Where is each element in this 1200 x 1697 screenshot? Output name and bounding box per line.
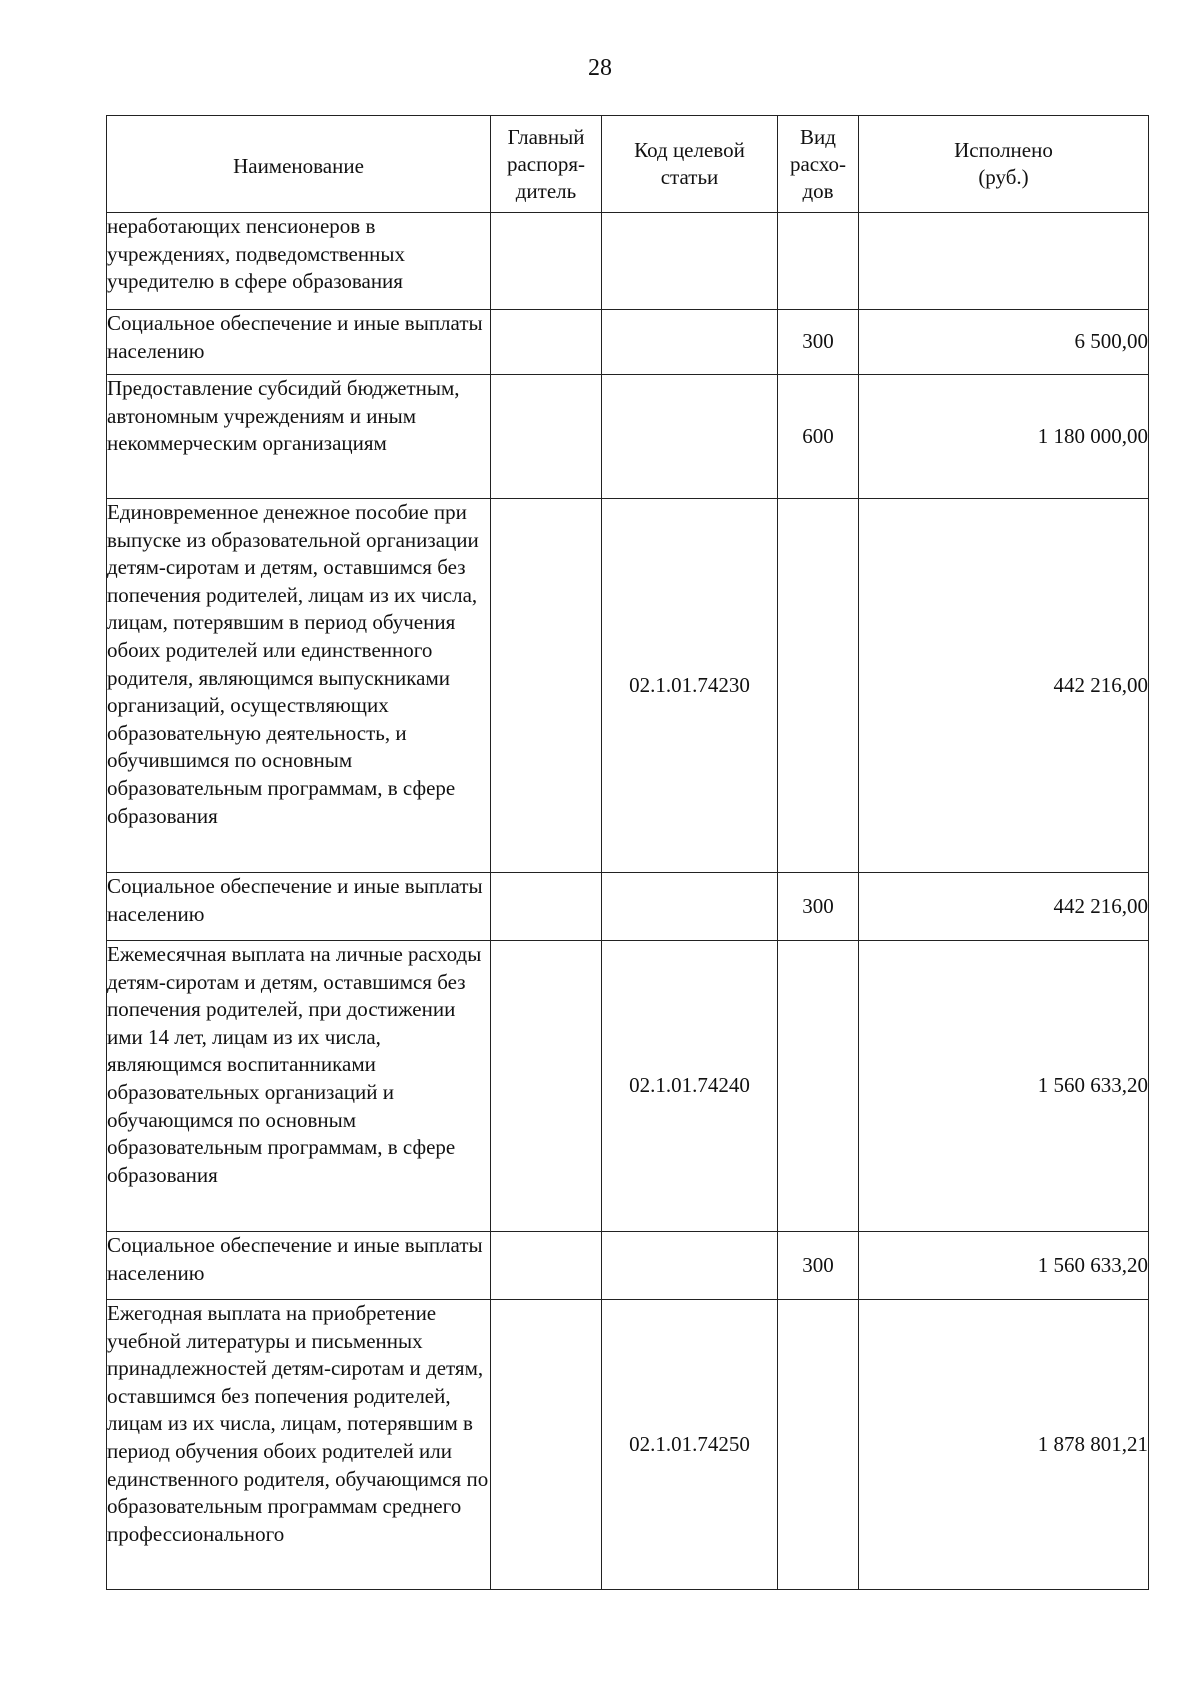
row-code: 02.1.01.74250 [602, 1300, 778, 1590]
row-code [602, 213, 778, 310]
row-grbs [491, 873, 602, 941]
row-name: Единовременное денежное пособие при выпуске из образовательной организации детям-сиротам и детям, оставшимся без попечения родителей, лицам из их числа, лицам, потерявшим в период обучения обоих родителей или единственного родителя, являющимся выпускниками организаций, осуществляющих образовательную деятельность, и обучившимся по основным образовательным программам, в сфере образования [107, 499, 491, 873]
row-code [602, 873, 778, 941]
row-code: 02.1.01.74230 [602, 499, 778, 873]
table-row [107, 1300, 1149, 1590]
row-vid: 300 [778, 310, 859, 375]
row-name: Предоставление субсидий бюджетным, автономным учреждениям и иным некоммерческим организациям [107, 375, 491, 499]
row-grbs [491, 941, 602, 1232]
budget-table [106, 115, 1149, 1590]
row-vid [778, 941, 859, 1232]
row-grbs [491, 213, 602, 310]
table-row [107, 941, 1149, 1232]
row-grbs [491, 375, 602, 499]
row-grbs [491, 499, 602, 873]
row-amount: 6 500,00 [859, 310, 1149, 375]
row-grbs [491, 310, 602, 375]
row-name: Социальное обеспечение и иные выплаты населению [107, 873, 491, 941]
row-vid: 300 [778, 873, 859, 941]
row-amount: 1 560 633,20 [859, 1232, 1149, 1300]
table-row [107, 213, 1149, 310]
table-row [107, 499, 1149, 873]
table-row [107, 375, 1149, 499]
row-name: Ежегодная выплата на приобретение учебной литературы и письменных принадлежностей детям-сиротам и детям, оставшимся без попечения родителей, лицам из их числа, лицам, потерявшим в период обучения обоих родителей или единственного родителя, обучающимся по образовательным программам среднего профессионального [107, 1300, 491, 1590]
row-grbs [491, 1232, 602, 1300]
row-amount: 442 216,00 [859, 499, 1149, 873]
row-code [602, 310, 778, 375]
row-name: Ежемесячная выплата на личные расходы детям-сиротам и детям, оставшимся без попечения родителей, при достижении ими 14 лет, лицам из их числа, являющимся воспитанниками образовательных организаций и обучающимся по основным образовательным программам, в сфере образования [107, 941, 491, 1232]
row-vid [778, 1300, 859, 1590]
row-name: Социальное обеспечение и иные выплаты населению [107, 1232, 491, 1300]
row-vid: 600 [778, 375, 859, 499]
table-row [107, 310, 1149, 375]
header-grbs: Главный распоря-дитель [491, 116, 602, 213]
page-number: 28 [588, 55, 612, 81]
row-name: неработающих пенсионеров в учреждениях, подведомственных учредителю в сфере образования [107, 213, 491, 310]
row-amount: 1 180 000,00 [859, 375, 1149, 499]
header-code: Код целевой статьи [602, 116, 778, 213]
header-amount: Исполнено (руб.) [859, 116, 1149, 213]
table-header-row [107, 116, 1149, 213]
row-vid [778, 213, 859, 310]
row-code [602, 375, 778, 499]
row-vid: 300 [778, 1232, 859, 1300]
row-amount [859, 213, 1149, 310]
table-row [107, 1232, 1149, 1300]
row-name: Социальное обеспечение и иные выплаты населению [107, 310, 491, 375]
row-code: 02.1.01.74240 [602, 941, 778, 1232]
header-name: Наименование [107, 116, 491, 213]
row-amount: 442 216,00 [859, 873, 1149, 941]
row-amount: 1 560 633,20 [859, 941, 1149, 1232]
row-amount: 1 878 801,21 [859, 1300, 1149, 1590]
header-vid: Вид расхо-дов [778, 116, 859, 213]
row-vid [778, 499, 859, 873]
row-grbs [491, 1300, 602, 1590]
row-code [602, 1232, 778, 1300]
table-row [107, 873, 1149, 941]
